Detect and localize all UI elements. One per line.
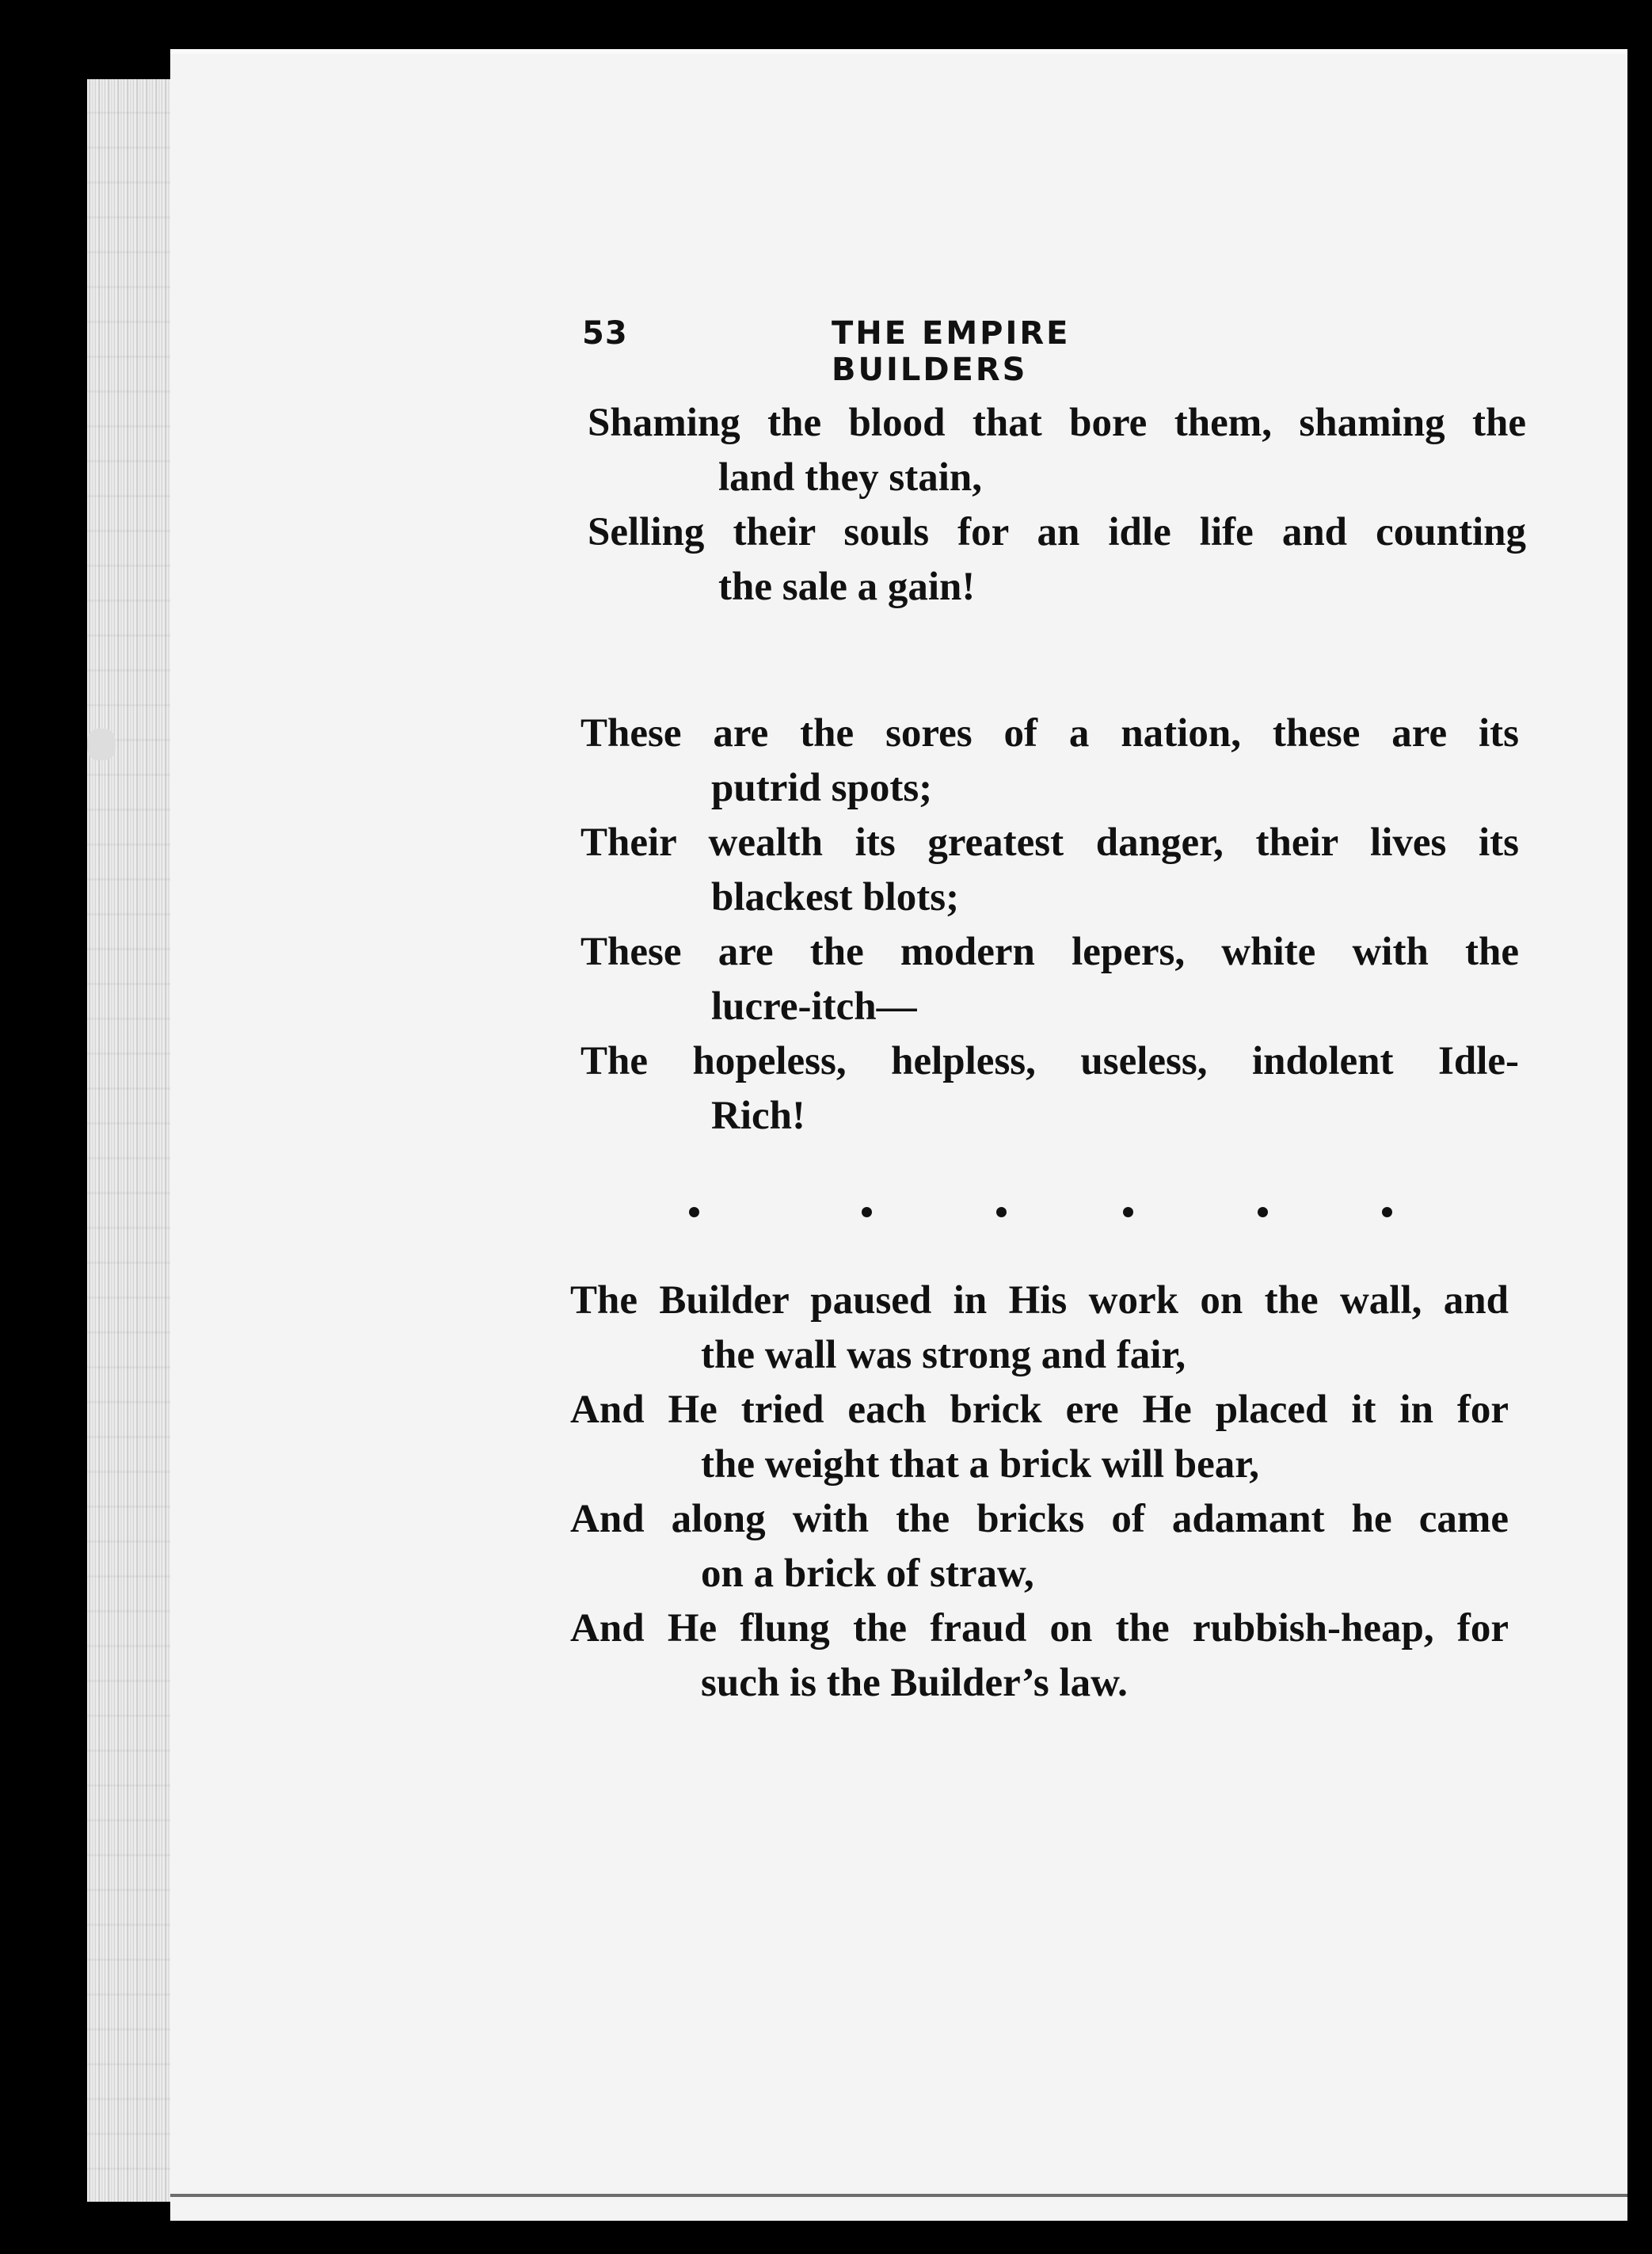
verse-line-continuation: Rich! — [711, 1094, 805, 1138]
verse-line: The Builder paused in His work on the wall, and — [570, 1278, 1509, 1323]
ellipsis-dot — [862, 1207, 872, 1217]
verse-line: These are the modern lepers, white with the — [580, 930, 1519, 974]
verse-line-continuation: lucre-itch— — [711, 984, 917, 1029]
verse-line: Shaming the blood that bore them, shaming the — [588, 401, 1526, 445]
verse-line: Their wealth its greatest danger, their lives its — [580, 821, 1519, 865]
page-number: 53 — [582, 315, 628, 352]
verse-line-continuation: blackest blots; — [711, 875, 960, 919]
verse-line: The hopeless, helpless, useless, indolent Idle- — [580, 1039, 1519, 1083]
verse-line-continuation: on a brick of straw, — [701, 1552, 1034, 1596]
ellipsis-dot — [689, 1207, 699, 1217]
ellipsis-dot — [996, 1207, 1007, 1217]
paper-tear-mark — [87, 729, 116, 760]
book-page-edges — [87, 79, 177, 2202]
verse-line-continuation: the weight that a brick will bear, — [701, 1442, 1260, 1487]
verse-line-continuation: the sale a gain! — [718, 565, 976, 609]
verse-line-continuation: the wall was strong and fair, — [701, 1333, 1186, 1377]
verse-line: Selling their souls for an idle life and counting — [588, 510, 1526, 554]
verse-line-continuation: land they stain, — [718, 455, 982, 500]
ellipsis-dot — [1123, 1207, 1133, 1217]
page-header — [582, 315, 1271, 388]
page-bottom-edge — [170, 2194, 1627, 2197]
section-break-ellipsis — [689, 1196, 1402, 1228]
ellipsis-dot — [1258, 1207, 1268, 1217]
verse-line: And He tried each brick ere He placed it in for — [570, 1388, 1509, 1432]
verse-line: These are the sores of a nation, these are its — [580, 711, 1519, 756]
verse-line: And along with the bricks of adamant he came — [570, 1497, 1509, 1541]
stanza — [580, 706, 1519, 1144]
verse-line-continuation: putrid spots; — [711, 766, 933, 810]
verse-line-continuation: such is the Builder’s law. — [701, 1661, 1128, 1705]
stanza — [570, 1274, 1509, 1711]
ellipsis-dot — [1382, 1207, 1392, 1217]
running-head: THE EMPIRE BUILDERS — [832, 315, 1071, 388]
stanza — [588, 396, 1526, 615]
verse-line: And He flung the fraud on the rubbish-heap, for — [570, 1606, 1509, 1651]
